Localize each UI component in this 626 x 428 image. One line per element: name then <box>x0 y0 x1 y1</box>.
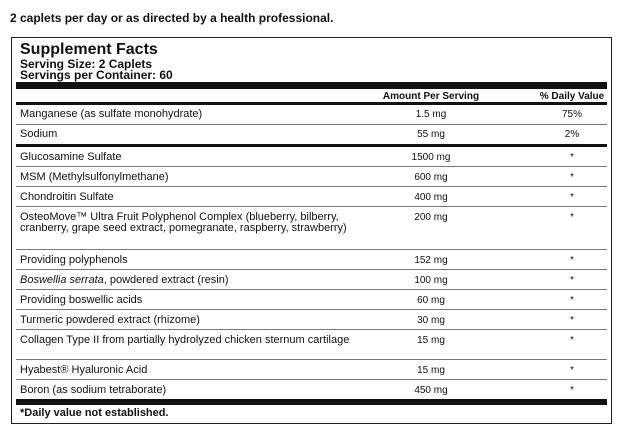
row-amount: 1.5 mg <box>415 109 447 120</box>
row-divider <box>16 124 607 125</box>
divider-bottom <box>16 399 607 405</box>
header-amount: Amount Per Serving <box>382 91 480 102</box>
row-amount: 152 mg <box>414 255 448 266</box>
supplement-facts-panel <box>11 37 612 424</box>
row-amount: 55 mg <box>417 129 445 140</box>
row-amount: 100 mg <box>414 275 448 286</box>
row-dv: * <box>570 385 574 396</box>
row-amount: 450 mg <box>414 385 448 396</box>
row-dv: * <box>570 192 574 203</box>
row-name-italic: Boswellia serrata <box>20 274 104 286</box>
row-divider <box>16 269 607 270</box>
row-dv: * <box>570 275 574 286</box>
divider-header <box>16 102 607 105</box>
row-name: Chondroitin Sulfate <box>20 191 114 203</box>
row-name: Boron (as sodium tetraborate) <box>20 384 167 396</box>
row-amount: 400 mg <box>414 192 448 203</box>
row-name: MSM (Methylsulfonylmethane) <box>20 171 169 183</box>
row-divider <box>16 166 607 167</box>
row-dv: 75% <box>561 109 582 120</box>
row-name-rest: , powdered extract (resin) <box>103 274 229 286</box>
row-divider <box>16 206 607 207</box>
row-name: Sodium <box>20 128 58 140</box>
row-dv: * <box>570 335 574 346</box>
row-dv: * <box>570 212 574 223</box>
row-divider <box>16 289 607 290</box>
row-name: Manganese (as sulfate monohydrate) <box>20 108 203 120</box>
row-name: Collagen Type II from partially hydrolyzed chicken sternum cartilage <box>20 334 350 346</box>
row-amount: 200 mg <box>414 212 448 223</box>
row-divider <box>16 379 607 380</box>
row-amount: 60 mg <box>417 295 445 306</box>
row-name: Glucosamine Sulfate <box>20 151 122 163</box>
row-name <box>20 275 385 286</box>
row-dv: * <box>570 255 574 266</box>
row-divider <box>16 359 607 360</box>
directions-text: 2 caplets per day or as directed by a health professional. <box>10 11 334 25</box>
row-name: Turmeric powdered extract (rhizome) <box>20 314 200 326</box>
row-dv: * <box>570 172 574 183</box>
row-name: OsteoMove™ Ultra Fruit Polyphenol Complex (blueberry, bilberry, cranberry, grape seed extract, pomegranate, raspberry, strawberry) <box>20 211 347 234</box>
row-dv: * <box>570 365 574 376</box>
row-amount: 15 mg <box>417 365 445 376</box>
row-divider <box>16 309 607 310</box>
row-name: Providing boswellic acids <box>20 294 143 306</box>
divider-thick <box>16 82 607 89</box>
row-divider <box>16 329 607 330</box>
servings-per-container: Servings per Container: 60 <box>20 68 173 82</box>
row-divider <box>16 249 607 250</box>
row-name: Hyabest® Hyaluronic Acid <box>20 364 148 376</box>
row-dv: * <box>570 152 574 163</box>
serving-size: Serving Size: 2 Caplets <box>20 57 153 71</box>
divider-section <box>16 144 607 147</box>
footnote: *Daily value not established. <box>20 407 169 419</box>
row-divider <box>16 186 607 187</box>
row-amount: 15 mg <box>417 335 445 346</box>
row-dv: * <box>570 295 574 306</box>
row-amount: 600 mg <box>414 172 448 183</box>
row-dv: 2% <box>564 129 580 140</box>
row-dv: * <box>570 315 574 326</box>
header-daily-value: % Daily Value <box>539 91 605 102</box>
row-amount: 1500 mg <box>411 152 451 163</box>
row-name: Providing polyphenols <box>20 254 128 266</box>
panel-title: Supplement Facts <box>20 41 158 58</box>
row-amount: 30 mg <box>417 315 445 326</box>
